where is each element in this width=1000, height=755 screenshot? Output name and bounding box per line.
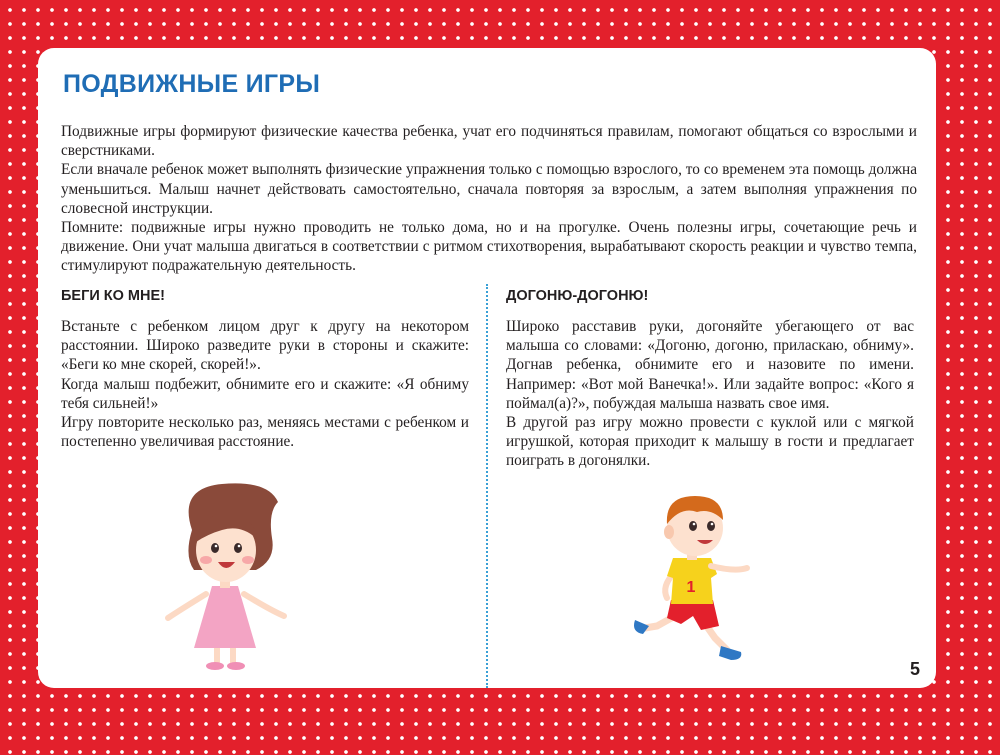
game-paragraph: Широко расставив руки, догоняйте убегающего от вас малыша со словами: «Догоню, догоню, приласкаю, обниму». Догнав ребенка, обнимите его и назовите по имени. Например: «Вот мой Ванечка!». Или задайте вопрос: «Кого я поймал(а)?», побуждая малыша назвать свое имя. [506,318,914,412]
girl-illustration [160,478,290,673]
intro-paragraph: Если вначале ребенок может выполнять физические упражнения только с помощью взрослого, то со временем эта помощь должна уменьшиться. Малыш начнет действовать самостоятельно, сначала повторяя за взрослым, а затем выполняя упражнения по словесной инструкции. [61,161,917,217]
column-divider [486,284,488,688]
game-run-to-me [61,288,469,451]
game-paragraph: Когда малыш подбежит, обнимите его и скажите: «Я обниму тебя сильней!» [61,375,469,412]
game-paragraph: В другой раз игру можно провести с куклой или с мягкой игрушкой, которая приходит к малышу в гости и предлагает поиграть в догонялки. [506,414,914,470]
page-number: 5 [910,659,921,679]
game-heading: ДОГОНЮ-ДОГОНЮ! [506,288,649,304]
boy-illustration [623,488,773,673]
intro-text [61,122,917,276]
game-paragraph: Встаньте с ребенком лицом друг к другу на некотором расстоянии. Широко разведите руки в стороны и скажите: «Беги ко мне скорей, скорей!». [61,318,469,374]
intro-paragraph: Подвижные игры формируют физические качества ребенка, учат его подчиняться правилам, помогают общаться со взрослыми и сверстниками. [61,123,917,160]
intro-paragraph: Помните: подвижные игры нужно проводить не только дома, но и на прогулке. Очень полезны игры, сочетающие речь и движение. Они учат малыша двигаться в соответствии с ритмом стихотворения, вырабатывают скорость реакции и чувство темпа, стимулируют подражательную деятельность. [61,219,917,275]
game-catch-up [506,288,914,471]
page-title: ПОДВИЖНЫЕ ИГРЫ [63,70,321,98]
game-paragraph: Игру повторите несколько раз, меняясь местами с ребенком и постепенно увеличивая расстояние. [61,414,469,451]
shirt-number: 1 [686,579,696,596]
content-card [38,48,936,688]
game-heading: БЕГИ КО МНЕ! [61,288,165,304]
